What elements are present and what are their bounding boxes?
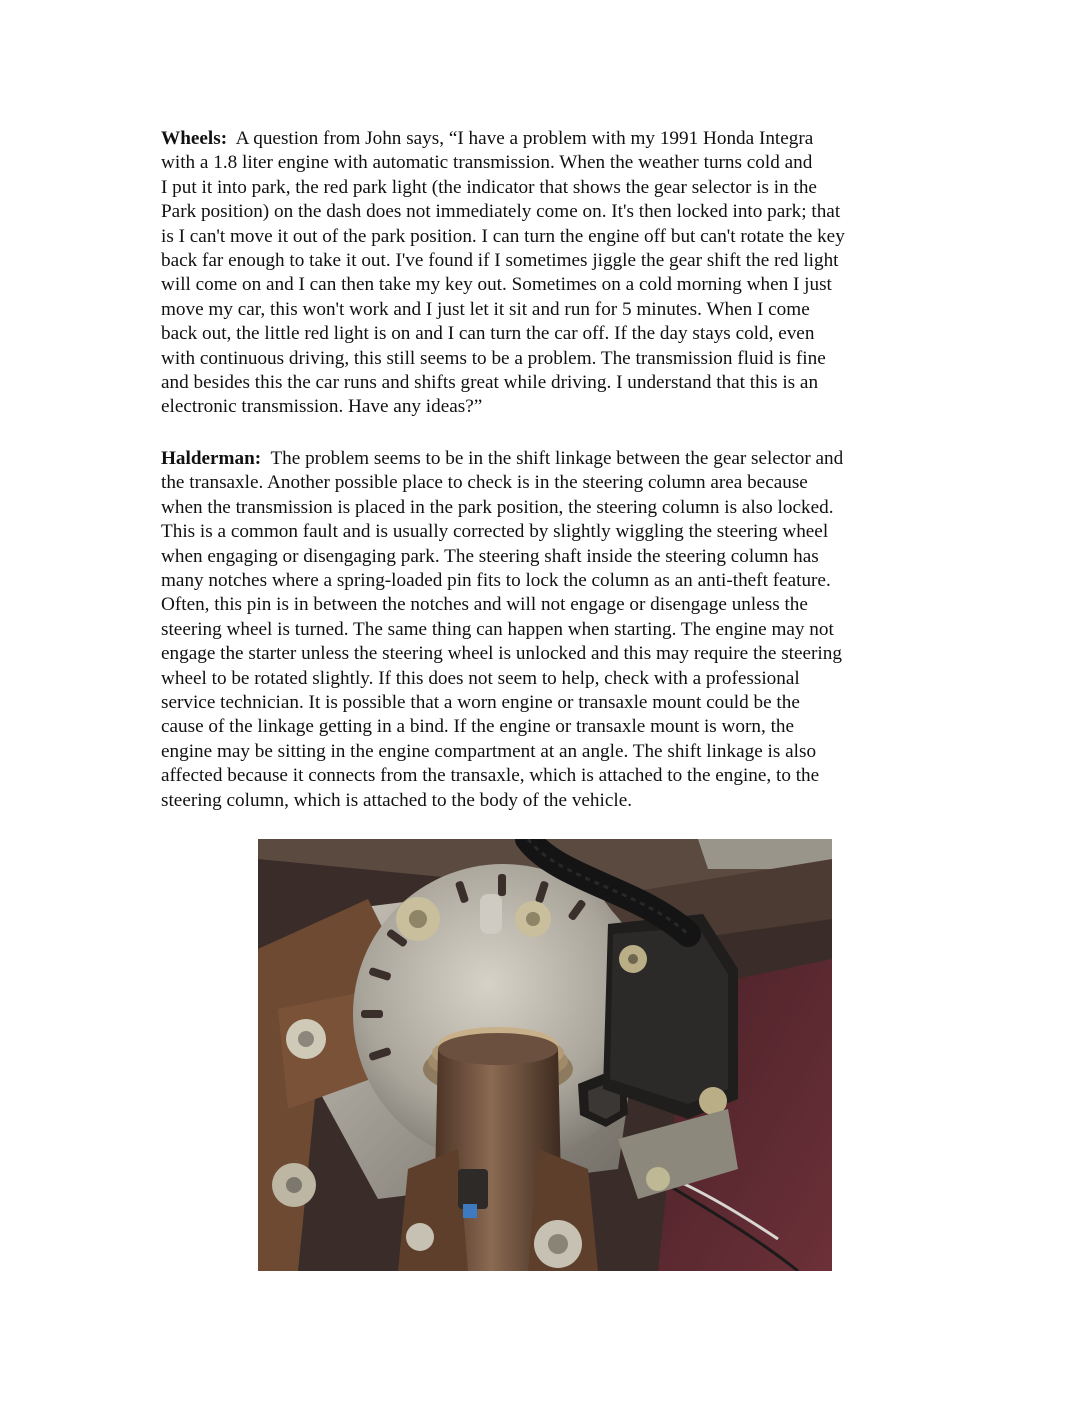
text-line: I put it into park, the red park light (the indicator that shows the gear selector is in the: [161, 176, 817, 198]
text-line: with a 1.8 liter engine with automatic transmission. When the weather turns cold and: [161, 152, 813, 174]
text-line: electronic transmission. Have any ideas?”: [161, 396, 483, 418]
text-line: Often, this pin is in between the notches and will not engage or disengage unless the: [161, 594, 808, 616]
speaker-label-halderman: Halderman:: [161, 448, 262, 469]
text-line: affected because it connects from the transaxle, which is attached to the engine, to the: [161, 765, 820, 787]
text-line: This is a common fault and is usually corrected by slightly wiggling the steering wheel: [161, 521, 829, 543]
text-line: back far enough to take it out. I've found if I sometimes jiggle the gear shift the red light: [161, 250, 839, 272]
steering-column-illustration: [258, 839, 832, 1271]
text-line: steering column, which is attached to the body of the vehicle.: [161, 789, 633, 811]
answer-paragraph: [161, 447, 936, 813]
text-line: Halderman: The problem seems to be in the shift linkage between the gear selector and: [161, 448, 844, 469]
text-line: engine may be sitting in the engine compartment at an angle. The shift linkage is also: [161, 740, 817, 762]
text-line: move my car, this won't work and I just let it sit and run for 5 minutes. When I come: [161, 298, 810, 320]
text-line: Wheels: A question from John says, “I have a problem with my 1991 Honda Integra: [161, 128, 814, 149]
text-line: with continuous driving, this still seems to be a problem. The transmission fluid is fine: [161, 347, 826, 369]
question-paragraph: [161, 127, 936, 420]
text-line: back out, the little red light is on and I can turn the car off. If the day stays cold, even: [161, 323, 815, 345]
text-line: when the transmission is placed in the park position, the steering column is also locked.: [161, 496, 834, 518]
text-line: the transaxle. Another possible place to check is in the steering column area because: [161, 472, 808, 494]
blue-marker: [463, 1204, 477, 1218]
text-line: is I can't move it out of the park position. I can turn the engine off but can't rotate the key: [161, 225, 845, 247]
text-line: and besides this the car runs and shifts great while driving. I understand that this is an: [161, 372, 819, 394]
text-line: will come on and I can then take my key out. Sometimes on a cold morning when I just: [161, 274, 832, 296]
bolt: [406, 1223, 434, 1251]
text-line: engage the starter unless the steering wheel is unlocked and this may require the steering: [161, 643, 842, 665]
text-line: many notches where a spring-loaded pin fits to lock the column as an anti-theft feature.: [161, 570, 831, 592]
text-line: steering wheel is turned. The same thing can happen when starting. The engine may not: [161, 618, 834, 640]
text-line: service technician. It is possible that a worn engine or transaxle mount could be the: [161, 692, 800, 714]
text-line: cause of the linkage getting in a bind. If the engine or transaxle mount is worn, the: [161, 716, 795, 738]
speaker-label-wheels: Wheels:: [161, 128, 228, 149]
steering-column-photo: [258, 839, 832, 1271]
text-line: when engaging or disengaging park. The steering shaft inside the steering column has: [161, 545, 819, 567]
text-line: Park position) on the dash does not immediately come on. It's then locked into park; that: [161, 201, 841, 223]
pin: [480, 894, 502, 934]
u-joint-block: [458, 1169, 488, 1209]
text-line: wheel to be rotated slightly. If this does not seem to help, check with a professional: [161, 667, 800, 689]
bolt: [646, 1167, 670, 1191]
